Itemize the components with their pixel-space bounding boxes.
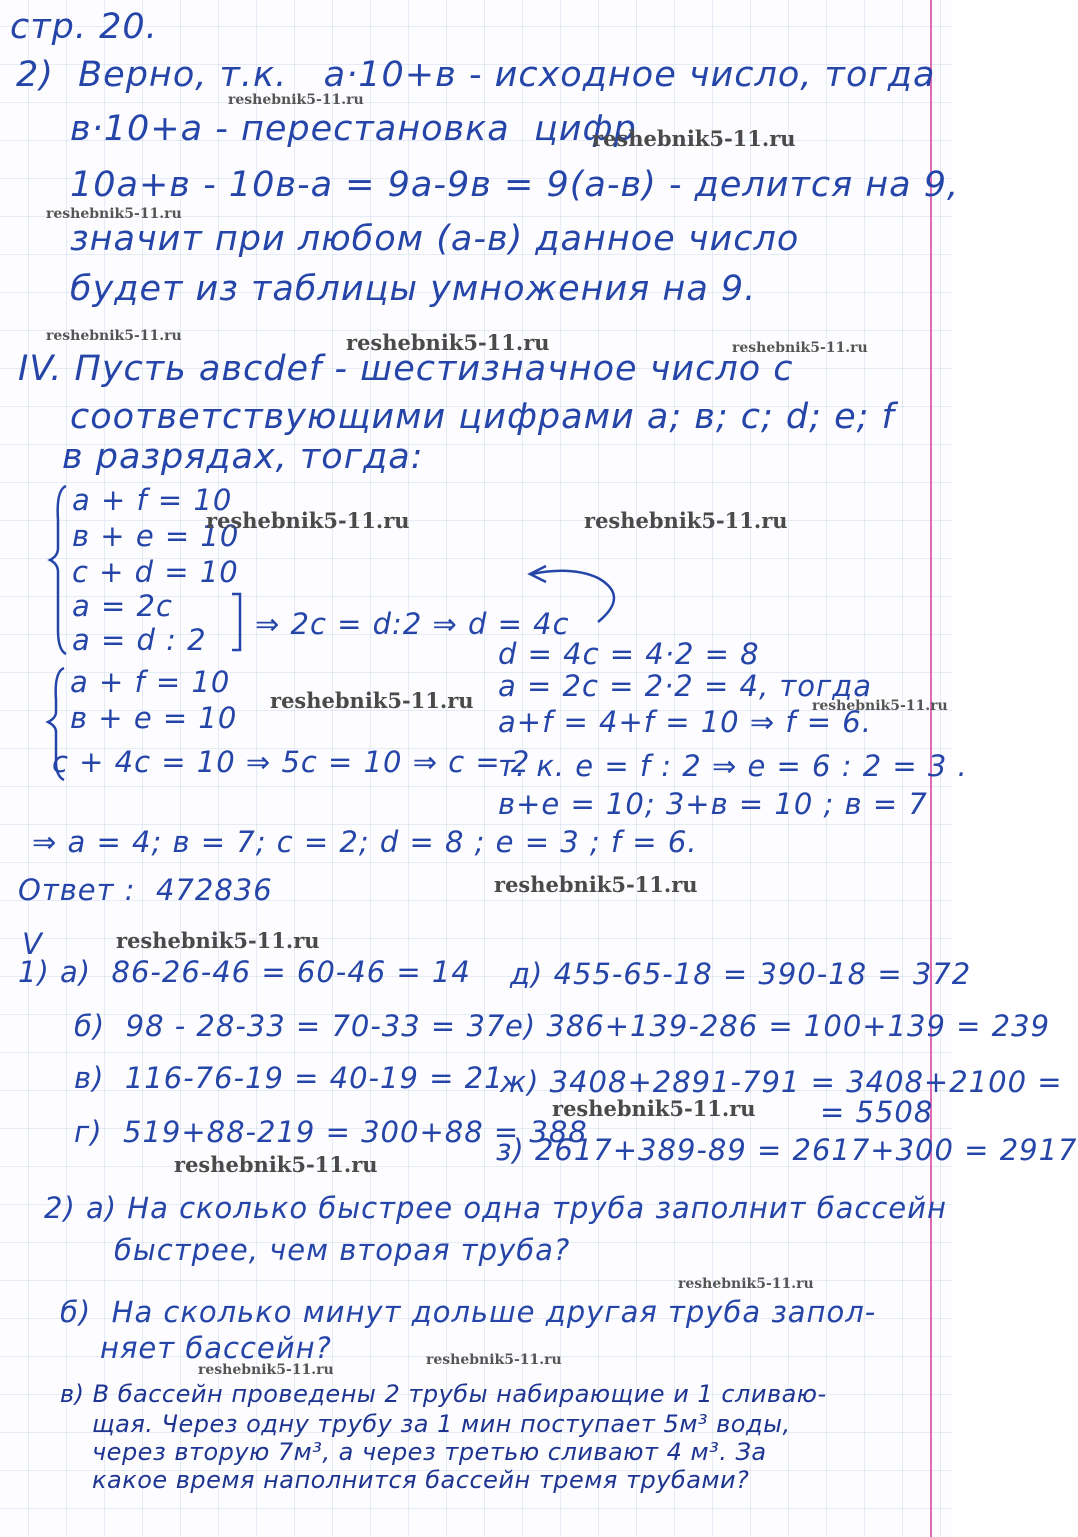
watermark: reshebnik5-11.ru bbox=[228, 92, 364, 108]
system1-eq-5: a = d : 2 bbox=[72, 623, 207, 657]
task4-result: ⇒ a = 4; в = 7; c = 2; d = 8 ; e = 3 ; f = 6. bbox=[32, 825, 698, 859]
derivation-line-3: a+f = 4+f = 10 ⇒ f = 6. bbox=[498, 705, 872, 739]
system2-eq-2: в + e = 10 bbox=[70, 701, 238, 735]
task2-line-5: будет из таблицы умножения на 9. bbox=[70, 269, 757, 309]
system1-brace bbox=[50, 486, 66, 654]
watermark: reshebnik5-11.ru bbox=[46, 328, 182, 344]
task5-right-4: = 5508 bbox=[820, 1095, 934, 1129]
task5-part2-line-1: 2) а) На сколько быстрее одна труба заполнит бассейн bbox=[44, 1191, 947, 1225]
watermark: reshebnik5-11.ru bbox=[552, 1096, 756, 1121]
derivation-line-2: a = 2c = 2·2 = 4, тогда bbox=[498, 669, 873, 703]
watermark: reshebnik5-11.ru bbox=[592, 126, 796, 151]
system1-eq-4: a = 2c bbox=[72, 589, 173, 623]
watermark: reshebnik5-11.ru bbox=[494, 872, 698, 897]
task5-part2-line-6: щая. Через одну трубу за 1 мин поступает 5м³ воды, bbox=[92, 1410, 791, 1438]
task5-part2-line-3: б) На сколько минут дольше другая труба запол- bbox=[60, 1295, 877, 1329]
derivation-line-4: т. к. e = f : 2 ⇒ e = 6 : 2 = 3 . bbox=[498, 749, 968, 783]
task5-part2-line-8: какое время наполнится бассейн тремя трубами? bbox=[92, 1466, 750, 1494]
task5-part2-line-2: быстрее, чем вторая труба? bbox=[114, 1233, 571, 1267]
task5-right-5: з) 2617+389-89 = 2617+300 = 2917 bbox=[496, 1133, 1078, 1167]
page-header: стр. 20. bbox=[10, 7, 158, 47]
watermark: reshebnik5-11.ru bbox=[270, 688, 474, 713]
task5-part2-line-7: через вторую 7м³, а через третью сливают 4 м³. За bbox=[92, 1438, 767, 1466]
task5-label: V bbox=[22, 927, 43, 961]
derivation-line-1: d = 4c = 4·2 = 8 bbox=[498, 637, 760, 671]
task2-line-4: значит при любом (a-в) данное число bbox=[70, 219, 800, 259]
derivation-line-5: в+e = 10; 3+в = 10 ; в = 7 bbox=[498, 787, 928, 821]
task2-line-2: в·10+a - перестановка цифр bbox=[70, 109, 637, 149]
system1-bracket bbox=[232, 594, 240, 650]
system1-eq-2: в + e = 10 bbox=[72, 519, 240, 553]
watermark: reshebnik5-11.ru bbox=[198, 1362, 334, 1378]
watermark: reshebnik5-11.ru bbox=[46, 206, 182, 222]
task4-answer: Ответ : 472836 bbox=[18, 873, 273, 907]
watermark: reshebnik5-11.ru bbox=[584, 508, 788, 533]
system2-eq-3: c + 4c = 10 ⇒ 5c = 10 ⇒ c = 2 bbox=[52, 745, 531, 779]
watermark: reshebnik5-11.ru bbox=[116, 928, 320, 953]
watermark: reshebnik5-11.ru bbox=[678, 1276, 814, 1292]
watermark: reshebnik5-11.ru bbox=[812, 698, 948, 714]
task2-line-3: 10a+в - 10в-a = 9a-9в = 9(a-в) - делится на 9, bbox=[70, 165, 960, 205]
watermark: reshebnik5-11.ru bbox=[732, 340, 868, 356]
task5-part2-line-4: няет бассейн? bbox=[100, 1331, 332, 1365]
task5-right-1: д) 455-65-18 = 390-18 = 372 bbox=[510, 957, 972, 991]
system1-eq-3: c + d = 10 bbox=[72, 555, 239, 589]
task5-left-4: г) 519+88-219 = 300+88 = 388 bbox=[74, 1115, 588, 1149]
task5-right-3: ж) 3408+2891-791 = 3408+2100 = bbox=[500, 1065, 1063, 1099]
task5-left-1: 1) а) 86-26-46 = 60-46 = 14 bbox=[18, 955, 471, 989]
watermark: reshebnik5-11.ru bbox=[174, 1152, 378, 1177]
watermark: reshebnik5-11.ru bbox=[346, 330, 550, 355]
watermark: reshebnik5-11.ru bbox=[206, 508, 410, 533]
task5-left-3: в) 116-76-19 = 40-19 = 21 bbox=[74, 1061, 504, 1095]
task4-intro-2: соответствующими цифрами a; в; c; d; e; f bbox=[70, 397, 895, 437]
task5-right-2: е) 386+139-286 = 100+139 = 239 bbox=[505, 1009, 1051, 1043]
task2-line-1: 2) Верно, т.к. a·10+в - исходное число, тогда bbox=[16, 55, 936, 95]
task5-left-2: б) 98 - 28-33 = 70-33 = 37 bbox=[74, 1009, 506, 1043]
system2-eq-1: a + f = 10 bbox=[70, 665, 231, 699]
task4-intro-1: IV. Пусть авcdef - шестизначное число с bbox=[18, 349, 794, 389]
backward-arrow-head bbox=[530, 566, 546, 582]
watermark: reshebnik5-11.ru bbox=[426, 1352, 562, 1368]
task4-intro-3: в разрядах, тогда: bbox=[62, 437, 424, 477]
system1-implication: ⇒ 2c = d:2 ⇒ d = 4c bbox=[255, 607, 570, 641]
task5-part2-line-5: в) В бассейн проведены 2 трубы набирающие и 1 сливаю- bbox=[60, 1380, 827, 1408]
system1-eq-1: a + f = 10 bbox=[72, 483, 233, 517]
